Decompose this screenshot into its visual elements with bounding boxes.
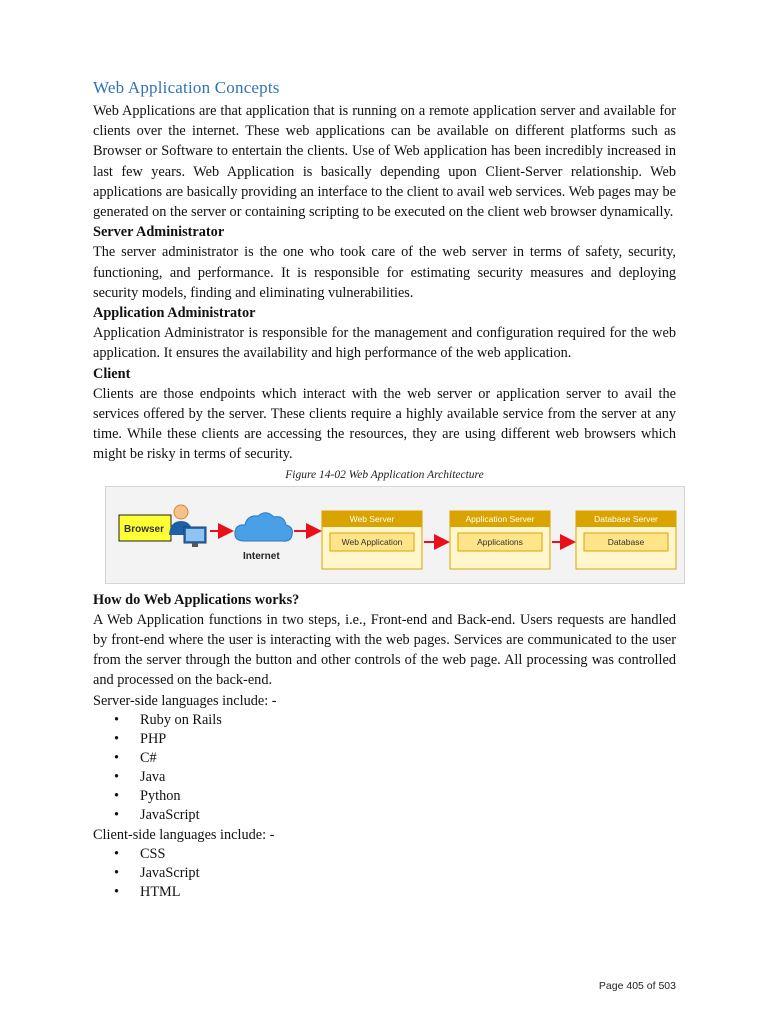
applications-label: Applications <box>477 536 523 547</box>
list-item: • HTML <box>140 883 676 902</box>
list-item: • JavaScript <box>140 806 676 825</box>
list-item: • Ruby on Rails <box>140 711 676 730</box>
web-server-node <box>322 511 422 569</box>
monitor-icon <box>184 527 206 547</box>
intro-paragraph: Web Applications are that application that is running on a remote application server and available for clients over the internet. These web applications can be available on different platforms such as Browser or Software to entertain the clients. Use of Web application has been incredibly increased in last few years. Web Application is basically depending upon Client-Server relationship. Web applications are basically providing an interface to the client to avail web services. Web pages may be generated on the server or containing scripting to be executed on the client web browser dynamically. <box>93 103 676 221</box>
list-item: • JavaScript <box>140 864 676 883</box>
client-paragraph: Clients are those endpoints which interact with the web server or application server to avail the services offered by the server. These clients require a highly available service from the server at any time. While these clients are accessing the resources, they are using different web browsers which might be risky in terms of security. <box>93 385 676 463</box>
database-server-node <box>576 511 676 569</box>
application-administrator-paragraph: Application Administrator is responsible for the management and configuration required for the web application. It ensures the availability and high performance of the web application. <box>93 325 676 362</box>
list-item: • Java <box>140 768 676 787</box>
server-side-label: Server-side languages include: - <box>93 692 277 709</box>
document-page <box>93 78 676 902</box>
cloud-icon <box>235 512 292 540</box>
heading-application-administrator: Application Administrator <box>93 305 256 322</box>
figure-caption: Figure 14-02 Web Application Architecture <box>285 468 484 481</box>
server-administrator-paragraph: The server administrator is the one who took care of the web server in terms of safety, security, functioning, and performance. It is responsible for estimating security measures and deploying security models, finding and eliminating vulnerabilities. <box>93 244 676 301</box>
web-application-label: Web Application <box>341 536 403 547</box>
heading-how-web-applications-work: How do Web Applications works? <box>93 591 300 608</box>
page-title: Web Application Concepts <box>93 78 280 97</box>
database-label: Database <box>607 536 645 547</box>
list-item: • PHP <box>140 730 676 749</box>
heading-client: Client <box>93 365 131 382</box>
list-item: • C# <box>140 749 676 768</box>
database-server-header: Database Server <box>594 513 658 524</box>
how-paragraph: A Web Application functions in two steps, i.e., Front-end and Back-end. Users requests are handled by front-end where the user is interacting with the web pages. Services are communicated to the user from the server through the button and other controls of the web page. All processing was controlled and processed on the back-end. <box>93 611 676 689</box>
server-side-list <box>93 711 676 825</box>
list-item: • CSS <box>140 845 676 864</box>
client-side-label: Client-side languages include: - <box>93 826 275 843</box>
application-server-header: Application Server <box>465 513 535 524</box>
application-server-node <box>450 511 550 569</box>
web-server-header: Web Server <box>349 513 395 524</box>
architecture-diagram <box>106 487 684 583</box>
architecture-figure <box>105 486 685 584</box>
list-item: • Python <box>140 787 676 806</box>
browser-node <box>119 505 206 547</box>
page-number: Page 405 of 503 <box>598 980 676 992</box>
client-side-list <box>93 845 676 902</box>
internet-label: Internet <box>243 550 280 562</box>
browser-label: Browser <box>124 523 165 535</box>
heading-server-administrator: Server Administrator <box>93 224 225 241</box>
